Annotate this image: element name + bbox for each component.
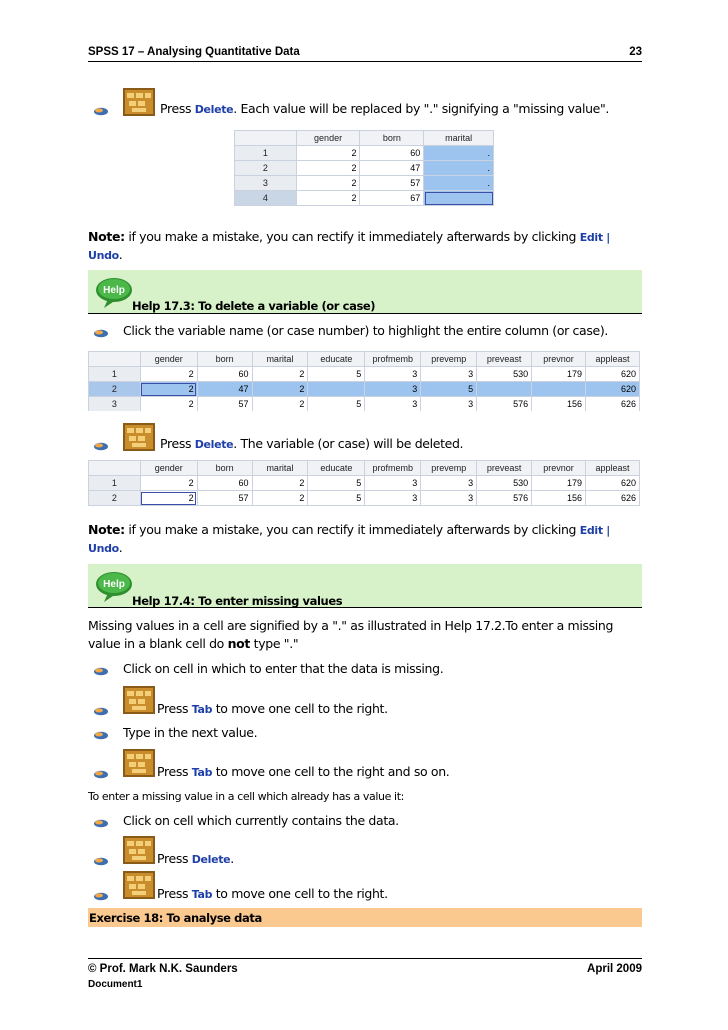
table-cell[interactable]: 2 [296,146,360,161]
step-press-delete-1: Press Delete. Each value will be replaced by "." signifying a "missing value". [160,101,610,116]
table-cell[interactable]: 2 [252,367,308,382]
svg-text:Help: Help [103,579,125,590]
step-press-tab-1: Press Tab to move one cell to the right. [157,701,388,716]
row-header[interactable]: 1 [235,146,297,161]
table-cell[interactable]: 57 [197,491,252,506]
page-header [88,44,642,62]
help-17-3-banner [88,270,642,314]
menu-edit: Edit | [579,524,610,537]
table-cell[interactable]: 5 [421,382,477,397]
row-header[interactable]: 4 [235,191,297,206]
footer-date: April 2009 [587,963,642,975]
step-press-delete-2: Press Delete. The variable (or case) will be deleted. [160,436,464,451]
table-cell[interactable]: 5 [308,476,365,491]
bullet-icon [93,770,109,779]
table-cell[interactable]: 2 [296,176,360,191]
existing-value-paragraph: To enter a missing value in a cell which already has a value it: [88,790,404,803]
table-cell[interactable]: 67 [360,191,424,206]
menu-edit: Edit | [579,231,610,244]
column-header[interactable]: appleast [586,461,640,476]
document-name: Document1 [88,979,143,990]
table-cell[interactable] [308,382,365,397]
table-cell[interactable]: 2 [252,397,308,412]
step-click-cell: Click on cell in which to enter that the data is missing. [123,661,444,676]
table-corner [89,461,141,476]
keyboard-key-icon [123,686,155,714]
bullet-icon [93,667,109,676]
bullet-icon [93,107,109,116]
svg-text:Help: Help [103,285,125,296]
column-header[interactable]: prevemp [421,352,477,367]
table-cell[interactable]: 620 [586,476,640,491]
step-click-existing-cell: Click on cell which currently contains the data. [123,813,399,828]
table-cell[interactable]: 5 [308,397,365,412]
key-delete: Delete [194,103,234,116]
table-cell[interactable]: 2 [140,382,197,397]
key-delete: Delete [191,853,231,866]
data-table-row-selected [88,351,640,412]
exercise-18-banner: Exercise 18: To analyse data [88,908,642,927]
table-cell[interactable]: 3 [421,397,477,412]
table-cell[interactable]: . [424,146,494,161]
step-press-tab-3: Press Tab to move one cell to the right. [157,886,388,901]
note-1: Note: if you make a mistake, you can rectify it immediately afterwards by clicking Edit | [88,229,610,244]
column-header[interactable]: marital [424,131,494,146]
row-header[interactable]: 2 [89,491,141,506]
table-cell[interactable]: 47 [360,161,424,176]
keyboard-key-icon [123,749,155,777]
keyboard-key-icon [123,423,155,451]
table-cell[interactable]: 626 [586,491,640,506]
crop-edge [84,508,644,514]
bullet-icon [93,819,109,828]
table-cell[interactable]: 5 [308,367,365,382]
table-cell[interactable]: 57 [360,176,424,191]
key-tab: Tab [191,888,213,901]
column-header[interactable]: prevnor [532,461,586,476]
table-cell[interactable]: 3 [421,491,477,506]
table-cell[interactable]: 620 [586,367,640,382]
data-table-after-delete [88,460,640,506]
table-cell[interactable]: 576 [477,397,532,412]
help-17-4-banner [88,564,642,608]
bullet-icon [93,442,109,451]
table-cell[interactable]: 47 [197,382,252,397]
column-header[interactable]: born [197,352,252,367]
table-cell[interactable]: 3 [365,382,421,397]
table-cell[interactable]: . [424,176,494,191]
table-cell[interactable]: 2 [296,161,360,176]
table-cell[interactable]: 179 [532,476,586,491]
table-cell[interactable]: 60 [197,476,252,491]
keyboard-key-icon [123,871,155,899]
table-cell[interactable]: 156 [532,397,586,412]
column-header[interactable]: marital [252,461,308,476]
table-cell[interactable]: 3 [365,397,421,412]
menu-undo: Undo [88,249,119,262]
table-cell[interactable]: 2 [252,491,308,506]
table-cell[interactable]: 2 [252,382,308,397]
table-cell[interactable]: 60 [197,367,252,382]
column-header[interactable]: profmemb [365,461,421,476]
table-cell[interactable]: 3 [365,491,421,506]
column-header[interactable]: preveast [477,352,532,367]
table-cell[interactable]: 179 [532,367,586,382]
key-tab: Tab [191,703,213,716]
column-header[interactable]: profmemb [365,352,421,367]
keyboard-key-icon [123,88,155,116]
table-cell[interactable]: 60 [360,146,424,161]
column-header[interactable]: educate [308,352,365,367]
bullet-icon [93,892,109,901]
row-header[interactable]: 1 [89,367,141,382]
missing-values-paragraph-line2: value in a blank cell do not type "." [88,636,299,651]
row-header[interactable]: 3 [235,176,297,191]
step-press-tab-2: Press Tab to move one cell to the right and so on. [157,764,450,779]
table-cell[interactable]: 576 [477,491,532,506]
table-cell[interactable]: 3 [421,367,477,382]
row-header[interactable]: 3 [89,397,141,412]
table-corner [89,352,141,367]
column-header[interactable]: born [197,461,252,476]
row-header[interactable]: 2 [235,161,297,176]
bullet-icon [93,329,109,338]
column-header[interactable]: gender [140,352,197,367]
table-cell[interactable]: 2 [140,476,197,491]
help-badge-icon [94,275,136,314]
note-1-line2: Undo. [88,247,123,262]
table-cell[interactable] [532,382,586,397]
column-header[interactable]: prevnor [532,352,586,367]
page-number: 23 [629,46,642,58]
footer-author: © Prof. Mark N.K. Saunders [88,963,238,975]
table-cell[interactable]: 156 [532,491,586,506]
menu-undo: Undo [88,542,119,555]
table-cell[interactable]: 57 [197,397,252,412]
bullet-icon [93,731,109,740]
table-cell[interactable]: . [424,161,494,176]
keyboard-key-icon [123,836,155,864]
crop-edge [230,212,500,220]
note-2-line2: Undo. [88,540,123,555]
table-cell[interactable]: 530 [477,367,532,382]
step-press-delete-3: Press Delete. [157,851,234,866]
key-delete: Delete [194,438,234,451]
column-header[interactable]: born [360,131,424,146]
column-header[interactable]: appleast [586,352,640,367]
column-header[interactable]: gender [296,131,360,146]
crop-edge [84,411,644,417]
step-type-value: Type in the next value. [123,725,258,740]
selected-row[interactable] [89,382,640,397]
table-cell[interactable]: 2 [140,491,197,506]
table-cell[interactable]: 2 [296,191,360,206]
table-cell[interactable]: 3 [421,476,477,491]
note-2: Note: if you make a mistake, you can rectify it immediately afterwards by clicking Edit | [88,522,610,537]
column-header[interactable]: gender [140,461,197,476]
table-corner [235,131,297,146]
table-cell[interactable]: 620 [586,382,640,397]
bullet-icon [93,707,109,716]
table-cell[interactable] [424,191,494,206]
row-header[interactable]: 1 [89,476,141,491]
missing-values-paragraph-line1: Missing values in a cell are signified by a "." as illustrated in Help 17.2.To enter a missing [88,618,614,633]
page-footer [88,958,642,976]
column-header[interactable]: educate [308,461,365,476]
table-cell[interactable]: 5 [308,491,365,506]
table-cell[interactable]: 2 [140,397,197,412]
bullet-icon [93,857,109,866]
table-cell[interactable]: 3 [365,476,421,491]
key-tab: Tab [191,766,213,779]
step-click-variable: Click the variable name (or case number) to highlight the entire column (or case). [123,323,609,338]
header-title: SPSS 17 – Analysing Quantitative Data [88,46,300,58]
data-table-missing-values [234,130,494,206]
table-cell[interactable]: 3 [365,367,421,382]
table-cell[interactable]: 2 [252,476,308,491]
column-header[interactable]: preveast [477,461,532,476]
row-header[interactable]: 2 [89,382,141,397]
column-header[interactable]: prevemp [421,461,477,476]
help-17-4-title: Help 17.4: To enter missing values [132,594,343,608]
help-badge-icon [94,569,136,608]
table-cell[interactable]: 530 [477,476,532,491]
table-cell[interactable]: 626 [586,397,640,412]
column-header[interactable]: marital [252,352,308,367]
table-cell[interactable]: 2 [140,367,197,382]
table-cell[interactable] [477,382,532,397]
help-17-3-title: Help 17.3: To delete a variable (or case) [132,299,376,313]
